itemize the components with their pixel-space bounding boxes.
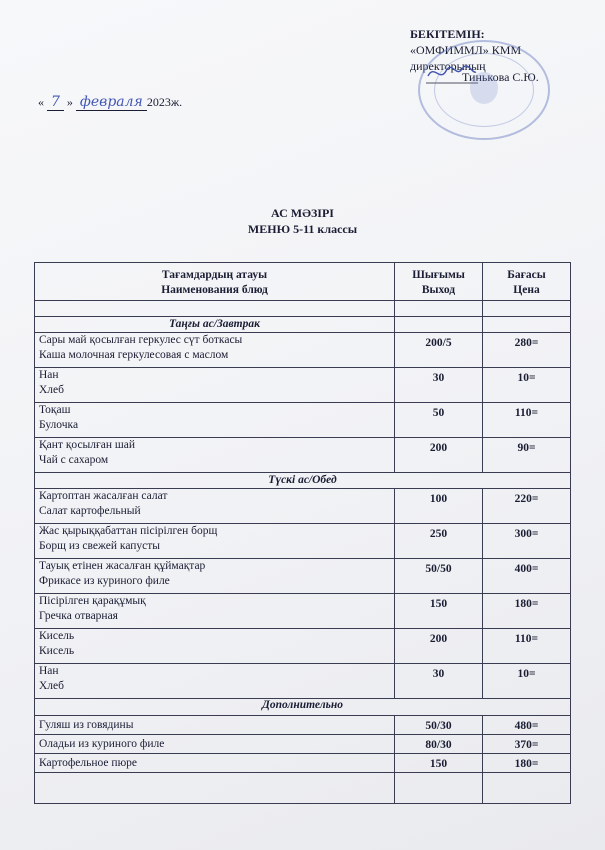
dish-name-cell — [35, 333, 395, 368]
date-close-quote: » — [66, 95, 73, 109]
table-row — [35, 438, 571, 473]
extra-rows — [35, 716, 571, 773]
price-cell: 400= — [483, 559, 571, 594]
dish-name-kz: Тауық етінен жасалған құймақтар — [39, 560, 206, 572]
output-cell: 50 — [395, 403, 483, 438]
dish-name-cell: Картофельное пюре — [35, 754, 395, 773]
price-cell: 370= — [483, 735, 571, 754]
dish-name-cell — [35, 403, 395, 438]
output-cell: 30 — [395, 664, 483, 699]
dish-name-kz: Қант қосылған шай — [39, 439, 135, 451]
section-title-lunch: Түскі ас/Обед — [35, 473, 571, 489]
dish-name-cell: Гуляш из говядины — [35, 716, 395, 735]
header-dish-name-ru: Наименования блюд — [161, 284, 268, 296]
approval-title: БЕКІТЕМІН: — [410, 27, 485, 41]
dish-name-kz: Картоптан жасалған салат — [39, 490, 168, 502]
header-output — [395, 263, 483, 301]
price-cell: 220= — [483, 489, 571, 524]
date-day: 7 — [47, 94, 64, 111]
table-row — [35, 403, 571, 438]
dish-name-cell — [35, 594, 395, 629]
dish-name-kz: Нан — [39, 665, 59, 677]
output-cell: 250 — [395, 524, 483, 559]
output-cell: 200/5 — [395, 333, 483, 368]
output-cell: 100 — [395, 489, 483, 524]
date-year: 2023ж. — [146, 95, 183, 109]
header-dish-name-kz: Тағамдардың атауы — [161, 269, 268, 281]
dish-name-cell — [35, 438, 395, 473]
output-cell: 150 — [395, 754, 483, 773]
table-row — [35, 489, 571, 524]
dish-name-cell — [35, 489, 395, 524]
spacer-row — [35, 301, 571, 317]
price-cell: 110= — [483, 403, 571, 438]
table-row — [35, 629, 571, 664]
dish-name-ru: Борщ из свежей капусты — [39, 540, 161, 552]
table-row — [35, 716, 571, 735]
price-cell: 180= — [483, 594, 571, 629]
table-row — [35, 754, 571, 773]
output-cell: 150 — [395, 594, 483, 629]
dish-name-ru: Хлеб — [39, 384, 64, 396]
dish-name-ru: Кисель — [39, 645, 75, 657]
stamp-icon — [418, 40, 550, 140]
dish-name-ru: Булочка — [39, 419, 79, 431]
output-cell: 200 — [395, 629, 483, 664]
price-cell: 180= — [483, 754, 571, 773]
dish-name-kz: Тоқаш — [39, 404, 71, 416]
header-dish-name — [35, 263, 395, 301]
price-cell: 300= — [483, 524, 571, 559]
price-cell: 480= — [483, 716, 571, 735]
empty-row — [35, 773, 571, 804]
section-row-lunch — [35, 473, 571, 489]
header-price-ru: Цена — [513, 284, 540, 296]
dish-name-ru: Чай с сахаром — [39, 454, 109, 466]
dish-name-kz: Нан — [39, 369, 59, 381]
section-title-breakfast: Таңғы ас/Завтрак — [35, 317, 395, 333]
table-row — [35, 524, 571, 559]
approval-org: «ОМФИММЛ» КММ — [410, 43, 522, 57]
price-cell: 10= — [483, 664, 571, 699]
section-row-extra — [35, 699, 571, 716]
dish-name-kz: Сары май қосылған геркулес сүт боткасы — [39, 334, 243, 346]
dish-name-ru: Хлеб — [39, 680, 64, 692]
output-cell: 200 — [395, 438, 483, 473]
price-cell: 90= — [483, 438, 571, 473]
table-row — [35, 735, 571, 754]
dish-name-cell — [35, 524, 395, 559]
dish-name-kz: Пісірілген қарақұмық — [39, 595, 146, 607]
dish-name-cell — [35, 664, 395, 699]
dish-name-cell — [35, 629, 395, 664]
table-row — [35, 594, 571, 629]
dish-name-ru: Фрикасе из куриного филе — [39, 575, 170, 587]
menu-title-kz: АС МӘЗІРІ — [271, 206, 334, 220]
menu-title-ru: МЕНЮ 5-11 классы — [247, 222, 358, 236]
table-row — [35, 333, 571, 368]
director-name: Тинькова С.Ю. — [462, 70, 539, 84]
output-cell: 30 — [395, 368, 483, 403]
output-cell: 50/50 — [395, 559, 483, 594]
header-price-kz: Бағасы — [507, 269, 546, 281]
dish-name-kz: Жас қырыққабаттан пісірілген борщ — [39, 525, 218, 537]
output-cell: 50/30 — [395, 716, 483, 735]
output-cell: 80/30 — [395, 735, 483, 754]
table-header-row — [35, 263, 571, 301]
dish-name-cell — [35, 368, 395, 403]
dish-name-cell — [35, 559, 395, 594]
price-cell: 280= — [483, 333, 571, 368]
price-cell: 10= — [483, 368, 571, 403]
header-price — [483, 263, 571, 301]
header-output-kz: Шығымы — [412, 269, 465, 281]
date-month: февраля — [76, 94, 147, 111]
section-row-breakfast — [35, 317, 571, 333]
dish-name-ru: Гречка отварная — [39, 610, 118, 622]
date-open-quote: « — [38, 95, 44, 109]
breakfast-rows — [35, 333, 571, 473]
dish-name-cell: Оладьи из куриного филе — [35, 735, 395, 754]
approval-date — [38, 94, 182, 110]
section-title-extra: Дополнительно — [35, 699, 571, 716]
lunch-rows — [35, 489, 571, 699]
approval-role: директорының — [410, 59, 486, 73]
menu-table — [34, 262, 571, 804]
price-cell: 110= — [483, 629, 571, 664]
table-row — [35, 368, 571, 403]
table-row — [35, 664, 571, 699]
table-row — [35, 559, 571, 594]
header-output-ru: Выход — [421, 284, 456, 296]
dish-name-kz: Кисель — [39, 630, 75, 642]
dish-name-ru: Салат картофельный — [39, 505, 141, 517]
dish-name-ru: Каша молочная геркулесовая с маслом — [39, 349, 229, 361]
